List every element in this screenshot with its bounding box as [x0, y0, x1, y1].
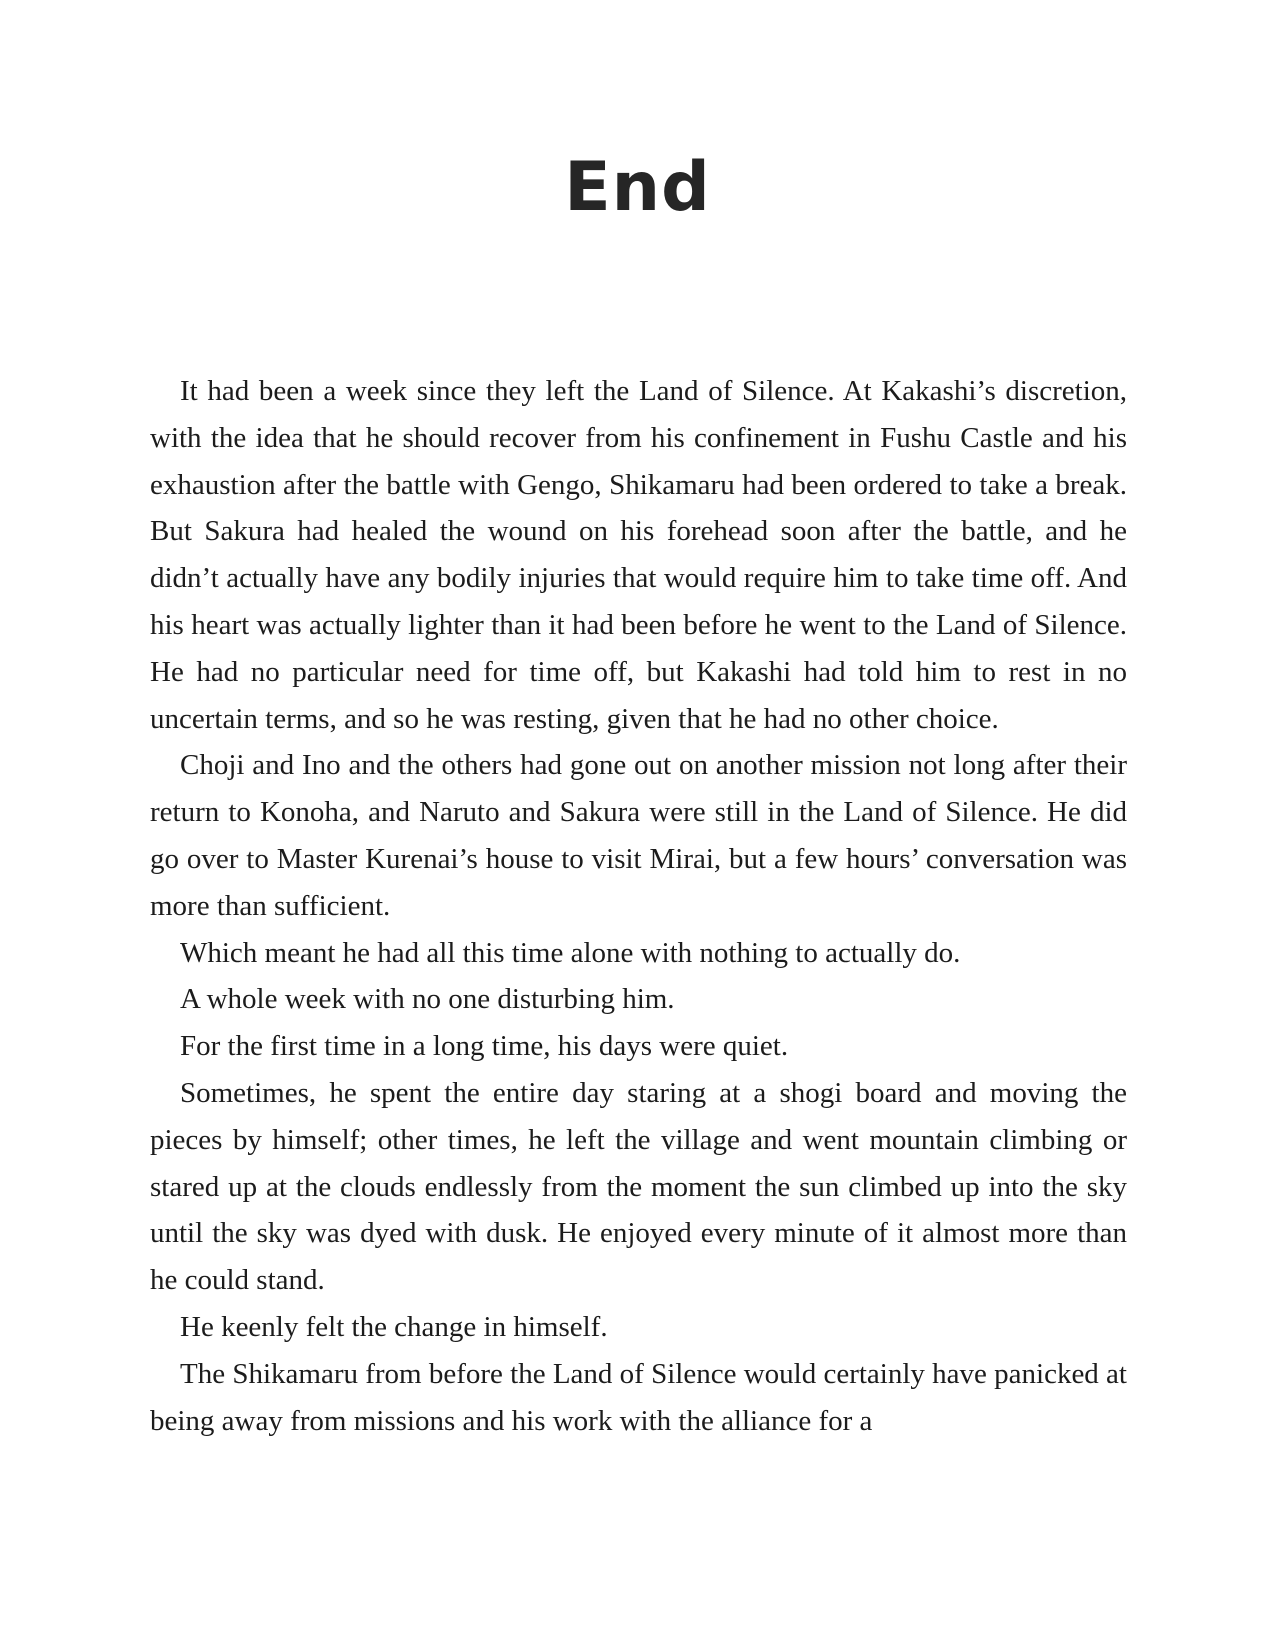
- chapter-title: End: [564, 148, 711, 227]
- paragraph: The Shikamaru from before the Land of Silence would certainly have panicked at being away from missions and his work with the alliance for a: [150, 1357, 1127, 1437]
- paragraph: He keenly felt the change in himself.: [180, 1310, 608, 1343]
- paragraph: It had been a week since they left the Land of Silence. At Kakashi’s discretion, with the idea that he should recover from his confinement in Fushu Castle and his exhaustion after the battle with Gengo, Shikamaru had been ordered to take a break. But Sakura had healed the wound on his forehead soon after the battle, and he didn’t actually have any bodily injuries that would require him to take time off. And his heart was actually lighter than it had been before he went to the Land of Silence. He had no particular need for time off, but Kakashi had told him to rest in no uncertain terms, and so he was resting, given that he had no other choice.: [150, 375, 1127, 735]
- paragraph: Sometimes, he spent the entire day staring at a shogi board and moving the pieces by himself; other times, he left the village and went mountain climbing or stared up at the clouds endlessly from the moment the sun climbed up into the sky until the sky was dyed with dusk. He enjoyed every minute of it almost more than he could stand.: [150, 1076, 1127, 1297]
- chapter-body: [150, 368, 1127, 1444]
- paragraph: A whole week with no one disturbing him.: [180, 983, 675, 1016]
- paragraph: Which meant he had all this time alone with nothing to actually do.: [180, 936, 961, 969]
- paragraph: For the first time in a long time, his days were quiet.: [180, 1030, 789, 1063]
- paragraph: Choji and Ino and the others had gone out on another mission not long after their return to Konoha, and Naruto and Sakura were still in the Land of Silence. He did go over to Master Kurenai’s house to visit Mirai, but a few hours’ conversation was more than sufficient.: [150, 749, 1127, 922]
